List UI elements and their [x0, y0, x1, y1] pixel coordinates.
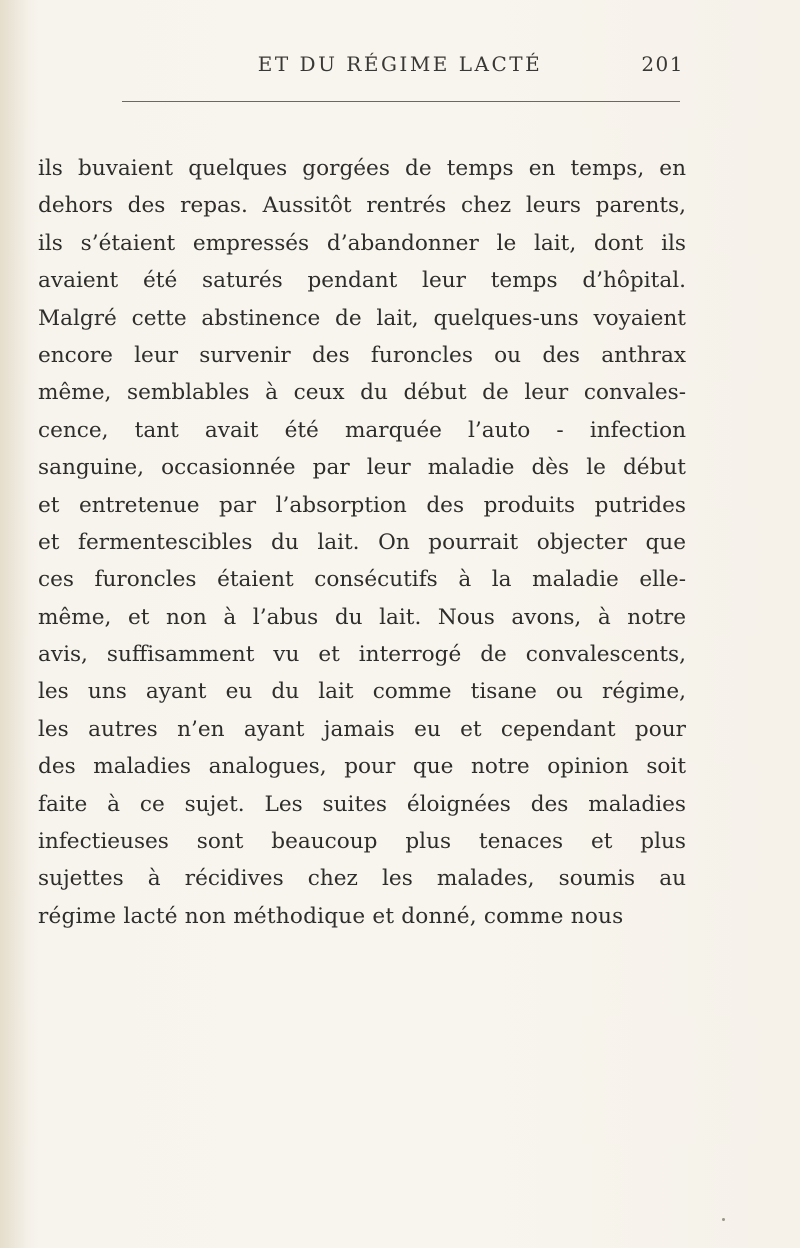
body-paragraph [38, 150, 686, 935]
text-line: ces furoncles étaient consécutifs à la maladie elle- [38, 567, 686, 593]
header-rule [122, 101, 680, 102]
text-line: les autres n’en ayant jamais eu et cependant pour [38, 716, 686, 742]
text-line: cence, tant avait été marquée l’auto - infection [38, 417, 686, 443]
text-line: infectieuses sont beaucoup plus tenaces et plus [38, 829, 686, 855]
text-line: encore leur survenir des furoncles ou des anthrax [38, 342, 686, 368]
text-line: sanguine, occasionnée par leur maladie dès le début [38, 455, 686, 481]
running-head [120, 52, 684, 86]
text-line: régime lacté non méthodique et donné, comme nous [38, 903, 624, 929]
text-line: sujettes à récidives chez les malades, soumis au [38, 866, 686, 892]
gutter-shadow [0, 0, 28, 1248]
text-line: avis, suffisamment vu et interrogé de convalescents, [38, 642, 686, 668]
text-line: et fermentescibles du lait. On pourrait objecter que [38, 529, 686, 555]
running-title: ET DU RÉGIME LACTÉ [257, 52, 543, 76]
text-line: et entretenue par l’absorption des produits putrides [38, 492, 686, 518]
text-line: des maladies analogues, pour que notre opinion soit [38, 754, 686, 780]
text-line: les uns ayant eu du lait comme tisane ou régime, [38, 679, 686, 705]
text-line: avaient été saturés pendant leur temps d’hôpital. [38, 268, 686, 294]
text-line: ils buvaient quelques gorgées de temps en temps, en [38, 156, 686, 181]
text-line: même, et non à l’abus du lait. Nous avons, à notre [38, 604, 686, 630]
text-line: dehors des repas. Aussitôt rentrés chez leurs parents, [38, 193, 686, 219]
text-line: même, semblables à ceux du début de leur convales- [38, 380, 686, 406]
paper-speck [722, 1218, 725, 1221]
text-line: Malgré cette abstinence de lait, quelques-uns voyaient [38, 305, 686, 331]
text-line: ils s’étaient empressés d’abandonner le lait, dont ils [38, 230, 686, 256]
page-number: 201 [641, 52, 684, 76]
text-line: faite à ce sujet. Les suites éloignées des maladies [38, 791, 686, 817]
